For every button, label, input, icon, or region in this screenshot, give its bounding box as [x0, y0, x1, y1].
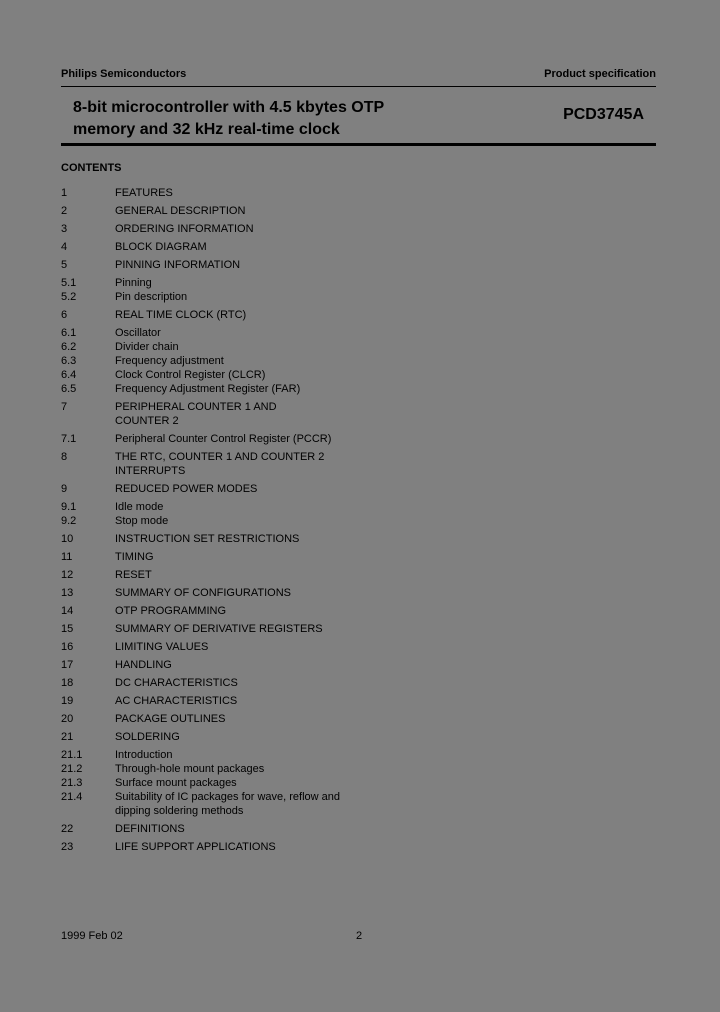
- toc-entry-number: 6.1: [61, 327, 77, 339]
- document-type: Product specification: [544, 68, 656, 80]
- toc-entry[interactable]: [61, 222, 461, 236]
- toc-entry[interactable]: [61, 308, 461, 322]
- toc-entry[interactable]: [61, 586, 461, 600]
- toc-entry-title-line: TIMING: [115, 551, 154, 563]
- header-divider: [61, 86, 656, 87]
- toc-entry-title: [115, 290, 461, 304]
- toc-entry-number: 5: [61, 259, 68, 271]
- toc-entry[interactable]: [61, 622, 461, 636]
- toc-entry-title-line: DEFINITIONS: [115, 823, 185, 835]
- toc-entry-number: 9.2: [61, 515, 77, 527]
- toc-entry-number: 21.2: [61, 763, 83, 775]
- toc-entry-title: [115, 204, 461, 218]
- toc-entry-title-line: dipping soldering methods: [115, 805, 244, 817]
- toc-entry[interactable]: [61, 186, 461, 200]
- toc-entry[interactable]: [61, 276, 461, 290]
- toc-entry-title-line: RESET: [115, 569, 152, 581]
- toc-entry-number: 1: [61, 187, 68, 199]
- toc-entry-title-line: REAL TIME CLOCK (RTC): [115, 309, 247, 321]
- toc-entry[interactable]: [61, 354, 461, 368]
- toc-entry-title: [115, 790, 461, 818]
- toc-entry-number: 6.4: [61, 369, 77, 381]
- toc-entry-title-line: Through-hole mount packages: [115, 763, 265, 775]
- toc-entry[interactable]: [61, 658, 461, 672]
- toc-entry-title: [115, 354, 461, 368]
- toc-entry-number: 11: [61, 551, 73, 563]
- toc-entry[interactable]: [61, 240, 461, 254]
- toc-entry-title-line: OTP PROGRAMMING: [115, 605, 227, 617]
- table-of-contents: [61, 186, 461, 854]
- toc-entry-number: 12: [61, 569, 74, 581]
- toc-entry[interactable]: [61, 340, 461, 354]
- toc-entry[interactable]: [61, 676, 461, 690]
- toc-entry-number: 7: [61, 401, 68, 413]
- toc-entry-number: 5.2: [61, 291, 77, 303]
- toc-entry-title: [115, 340, 461, 354]
- toc-entry[interactable]: [61, 568, 461, 582]
- toc-entry[interactable]: [61, 640, 461, 654]
- toc-entry-title-line: SOLDERING: [115, 731, 180, 743]
- toc-entry-title-line: Divider chain: [115, 341, 179, 353]
- toc-entry-number: 23: [61, 841, 74, 853]
- toc-entry-title: [115, 482, 461, 496]
- toc-entry[interactable]: [61, 730, 461, 744]
- toc-entry-number: 17: [61, 659, 74, 671]
- toc-entry-title-line: AC CHARACTERISTICS: [115, 695, 238, 707]
- toc-entry-title-line: DC CHARACTERISTICS: [115, 677, 238, 689]
- toc-entry[interactable]: [61, 326, 461, 340]
- title-line-1: 8-bit microcontroller with 4.5 kbytes OTP: [73, 99, 385, 116]
- toc-entry-title: [115, 514, 461, 528]
- toc-entry-title-line: Clock Control Register (CLCR): [115, 369, 266, 381]
- toc-entry-title-line: Pin description: [115, 291, 188, 303]
- toc-entry-number: 2: [61, 205, 68, 217]
- toc-entry-number: 10: [61, 533, 74, 545]
- toc-entry-title-line: THE RTC, COUNTER 1 AND COUNTER 2: [115, 451, 325, 463]
- toc-entry[interactable]: [61, 790, 461, 818]
- toc-entry-title-line: INTERRUPTS: [115, 465, 186, 477]
- toc-entry-title: [115, 822, 461, 836]
- toc-entry-title-line: PERIPHERAL COUNTER 1 AND: [115, 401, 277, 413]
- toc-entry-title-line: Introduction: [115, 749, 173, 761]
- toc-entry-title-line: Frequency adjustment: [115, 355, 224, 367]
- toc-entry[interactable]: [61, 550, 461, 564]
- toc-entry-title: [115, 568, 461, 582]
- part-number: PCD3745A: [563, 106, 644, 123]
- toc-entry[interactable]: [61, 762, 461, 776]
- toc-entry-number: 21.3: [61, 777, 83, 789]
- toc-entry-title: [115, 326, 461, 340]
- toc-entry-title-line: REDUCED POWER MODES: [115, 483, 258, 495]
- toc-entry[interactable]: [61, 482, 461, 496]
- toc-entry-title-line: ORDERING INFORMATION: [115, 223, 254, 235]
- title-line-2: memory and 32 kHz real-time clock: [73, 121, 340, 138]
- toc-entry[interactable]: [61, 532, 461, 546]
- toc-entry-number: 9.1: [61, 501, 77, 513]
- page-number: 2: [356, 930, 363, 942]
- toc-entry-title: [115, 222, 461, 236]
- toc-entry[interactable]: [61, 258, 461, 272]
- toc-entry[interactable]: [61, 450, 461, 478]
- footer-date: 1999 Feb 02: [61, 930, 123, 942]
- toc-entry-title-line: INSTRUCTION SET RESTRICTIONS: [115, 533, 300, 545]
- toc-entry-number: 19: [61, 695, 74, 707]
- toc-entry-title-line: PINNING INFORMATION: [115, 259, 241, 271]
- company-name: Philips Semiconductors: [61, 68, 187, 80]
- toc-entry[interactable]: [61, 290, 461, 304]
- toc-entry[interactable]: [61, 712, 461, 726]
- toc-entry-title-line: Peripheral Counter Control Register (PCCR): [115, 433, 332, 445]
- toc-entry-title: [115, 432, 461, 446]
- toc-entry-title: [115, 382, 461, 396]
- toc-entry[interactable]: [61, 382, 461, 396]
- toc-entry-title: [115, 500, 461, 514]
- contents-heading: CONTENTS: [61, 162, 122, 174]
- toc-entry-title-line: SUMMARY OF DERIVATIVE REGISTERS: [115, 623, 323, 635]
- toc-entry[interactable]: [61, 840, 461, 854]
- toc-entry-title: [115, 604, 461, 618]
- toc-entry-title: [115, 676, 461, 690]
- toc-entry-title-line: Stop mode: [115, 515, 169, 527]
- toc-entry-number: 15: [61, 623, 74, 635]
- toc-entry-number: 9: [61, 483, 68, 495]
- toc-entry[interactable]: [61, 368, 461, 382]
- toc-entry[interactable]: [61, 604, 461, 618]
- toc-entry[interactable]: [61, 748, 461, 762]
- toc-entry-title-line: Surface mount packages: [115, 777, 237, 789]
- toc-entry[interactable]: [61, 694, 461, 708]
- toc-entry-number: 6.5: [61, 383, 77, 395]
- toc-entry-title: [115, 776, 461, 790]
- toc-entry-title: [115, 186, 461, 200]
- toc-entry-title: [115, 730, 461, 744]
- title-divider: [61, 143, 656, 146]
- toc-entry-title-line: FEATURES: [115, 187, 173, 199]
- toc-entry-title: [115, 450, 461, 478]
- toc-entry-title-line: Oscillator: [115, 327, 161, 339]
- toc-entry-number: 6: [61, 309, 68, 321]
- toc-entry-title-line: COUNTER 2: [115, 415, 179, 427]
- toc-entry-number: 21: [61, 731, 74, 743]
- toc-entry-title: [115, 276, 461, 290]
- toc-entry-title: [115, 532, 461, 546]
- document-title: [73, 97, 453, 141]
- toc-entry-title: [115, 762, 461, 776]
- toc-entry-title: [115, 712, 461, 726]
- toc-entry-number: 21.4: [61, 791, 83, 803]
- toc-entry-title: [115, 550, 461, 564]
- toc-entry-number: 14: [61, 605, 74, 617]
- toc-entry-number: 18: [61, 677, 74, 689]
- toc-entry-number: 6.3: [61, 355, 77, 367]
- toc-entry-number: 4: [61, 241, 68, 253]
- toc-entry-number: 5.1: [61, 277, 77, 289]
- toc-entry-title-line: BLOCK DIAGRAM: [115, 241, 207, 253]
- toc-entry-title: [115, 258, 461, 272]
- toc-entry[interactable]: [61, 514, 461, 528]
- toc-entry-title: [115, 368, 461, 382]
- toc-entry-number: 22: [61, 823, 74, 835]
- toc-entry-title: [115, 308, 461, 322]
- toc-entry-number: 8: [61, 451, 68, 463]
- toc-entry[interactable]: [61, 500, 461, 514]
- toc-entry-title: [115, 840, 461, 854]
- toc-entry-title: [115, 586, 461, 600]
- toc-entry-title-line: LIFE SUPPORT APPLICATIONS: [115, 841, 276, 853]
- toc-entry[interactable]: [61, 432, 461, 446]
- toc-entry-number: 20: [61, 713, 74, 725]
- toc-entry[interactable]: [61, 400, 461, 428]
- toc-entry[interactable]: [61, 204, 461, 218]
- toc-entry-title-line: LIMITING VALUES: [115, 641, 209, 653]
- toc-entry-number: 7.1: [61, 433, 77, 445]
- toc-entry-title: [115, 240, 461, 254]
- toc-entry-title: [115, 658, 461, 672]
- toc-entry-title-line: Pinning: [115, 277, 152, 289]
- toc-entry-title-line: PACKAGE OUTLINES: [115, 713, 226, 725]
- toc-entry[interactable]: [61, 822, 461, 836]
- toc-entry-title: [115, 640, 461, 654]
- toc-entry-number: 3: [61, 223, 68, 235]
- toc-entry-title-line: Frequency Adjustment Register (FAR): [115, 383, 301, 395]
- toc-entry-title-line: SUMMARY OF CONFIGURATIONS: [115, 587, 292, 599]
- toc-entry-title: [115, 694, 461, 708]
- toc-entry-number: 6.2: [61, 341, 77, 353]
- toc-entry-number: 16: [61, 641, 74, 653]
- toc-entry-title-line: Idle mode: [115, 501, 164, 513]
- toc-entry-title-line: Suitability of IC packages for wave, reflow and: [115, 791, 341, 803]
- toc-entry-title-line: HANDLING: [115, 659, 172, 671]
- toc-entry-title: [115, 622, 461, 636]
- toc-entry-title: [115, 400, 461, 428]
- toc-entry-title-line: GENERAL DESCRIPTION: [115, 205, 246, 217]
- toc-entry-number: 13: [61, 587, 74, 599]
- toc-entry[interactable]: [61, 776, 461, 790]
- toc-entry-number: 21.1: [61, 749, 83, 761]
- toc-entry-title: [115, 748, 461, 762]
